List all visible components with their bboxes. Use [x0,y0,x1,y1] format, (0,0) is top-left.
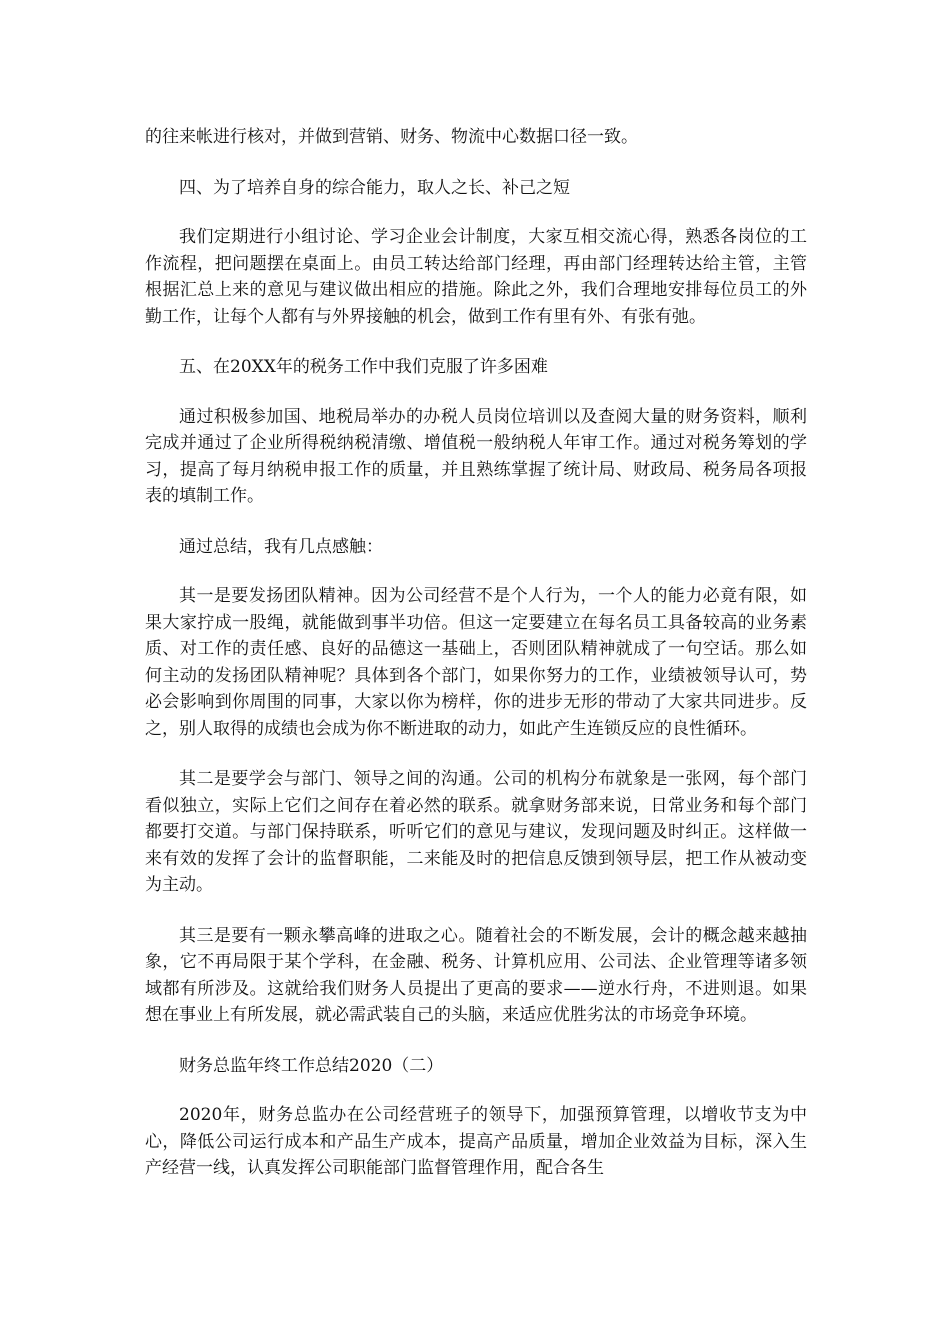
paragraph-team-spirit: 其一是要发扬团队精神。因为公司经营不是个人行为，一个人的能力必竟有限，如果大家拧成一股绳，就能做到事半功倍。但这一定要建立在每名员工具备较高的业务素质、对工作的责任感、良好的品德这一基础上，否则团队精神就成了一句空话。那么如何主动的发扬团队精神呢？具体到各个部门，如果你努力的工作，业绩被领导认可，势必会影响到你周围的同事，大家以你为榜样，你的进步无形的带动了大家共同进步。反之，别人取得的成绩也会成为你不断进取的动力，如此产生连锁反应的良性循环。 [145,586,807,739]
paragraph-continuation: 的往来帐进行核对，并做到营销、财务、物流中心数据口径一致。 [145,127,638,147]
section-heading-5: 五、在20XX年的税务工作中我们克服了许多困难 [179,357,548,377]
paragraph-ambition: 其三是要有一颗永攀高峰的进取之心。随着社会的不断发展，会计的概念越来越抽象，它不再局限于某个学科，在金融、税务、计算机应用、公司法、企业管理等诸多领域都有所涉及。这就给我们财务人员提出了更高的要求——逆水行舟，不进则退。如果想在事业上有所发展，就必需武装自己的头脑，来适应优胜劣汰的市场竞争环境。 [145,925,807,1025]
summary-intro: 通过总结，我有几点感触： [179,536,383,557]
document-body [145,124,807,1206]
paragraph-tax-work: 通过积极参加国、地税局举办的办税人员岗位培训以及查阅大量的财务资料，顺利完成并通过了企业所得税纳税清缴、增值税一般纳税人年审工作。通过对税务筹划的学习，提高了每月纳税申报工作的质量，并且熟练掌握了统计局、财政局、税务局各项报表的填制工作。 [145,406,807,506]
document-subtitle: 财务总监年终工作总结2020（二） [179,1055,444,1076]
paragraph-2020-summary: 2020年，财务总监办在公司经营班子的领导下，加强预算管理，以增收节支为中心，降低公司运行成本和产品生产成本，提高产品质量，增加企业效益为目标，深入生产经营一线，认真发挥公司职能部门监督管理作用，配合各生 [145,1105,807,1178]
paragraph-training: 我们定期进行小组讨论、学习企业会计制度，大家互相交流心得，熟悉各岗位的工作流程，把问题摆在桌面上。由员工转达给部门经理，再由部门经理转达给主管，主管根据汇总上来的意见与建议做出相应的措施。除此之外，我们合理地安排每位员工的外勤工作，让每个人都有与外界接触的机会，做到工作有里有外、有张有弛。 [145,227,807,327]
section-heading-4: 四、为了培养自身的综合能力，取人之长、补己之短 [179,177,570,198]
paragraph-communication: 其二是要学会与部门、领导之间的沟通。公司的机构分布就象是一张网，每个部门看似独立，实际上它们之间存在着必然的联系。就拿财务部来说，日常业务和每个部门都要打交道。与部门保持联系，听听它们的意见与建议，发现问题及时纠正。这样做一来有效的发挥了会计的监督职能，二来能及时的把信息反馈到领导层，把工作从被动变为主动。 [145,769,807,895]
